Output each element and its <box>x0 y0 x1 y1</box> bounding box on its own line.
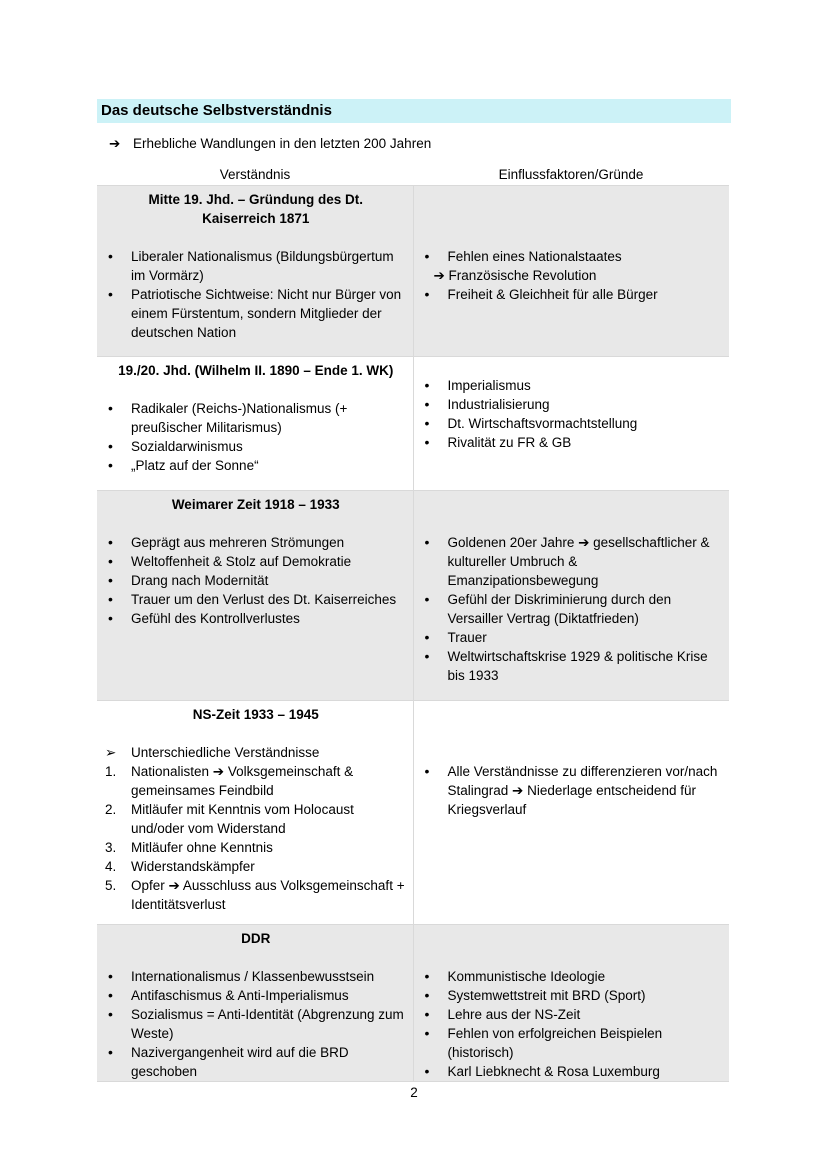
list-item: • Fehlen eines Nationalstaates <box>422 247 724 266</box>
bullet-list <box>105 247 407 342</box>
table-row <box>97 186 729 357</box>
list-item: 5. Opfer ➔ Ausschluss aus Volksgemeinschaft + Identitätsverlust <box>105 878 405 912</box>
list-item: • Antifaschismus & Anti-Imperialismus <box>105 986 407 1005</box>
cell-verstaendnis <box>97 701 413 925</box>
list-item: • Industrialisierung <box>422 395 724 414</box>
cell-gruende <box>413 357 729 491</box>
bullet-list <box>422 533 724 685</box>
column-header-gruende: Einflussfaktoren/Gründe <box>413 163 729 186</box>
cell-gruende <box>413 491 729 701</box>
bullet-list <box>422 762 724 819</box>
list-item: 2. Mitläufer mit Kenntnis vom Holocaust und/oder vom Widerstand <box>105 802 354 836</box>
intro-text: Erhebliche Wandlungen in den letzten 200 Jahren <box>133 136 432 151</box>
cell-verstaendnis <box>97 186 413 357</box>
list-item: • Trauer <box>422 628 724 647</box>
list-item: • Patriotische Sichtweise: Nicht nur Bürger von einem Fürstentum, sondern Mitglieder der deutschen Nation <box>105 285 407 342</box>
comparison-table <box>97 163 729 1082</box>
list-item: • Nazivergangenheit wird auf die BRD geschoben <box>105 1043 407 1081</box>
bullet-list <box>422 285 724 304</box>
list-item: • Lehre aus der NS-Zeit <box>422 1005 724 1024</box>
intro-line <box>109 136 431 152</box>
row-heading: Mitte 19. Jhd. – Gründung des Dt. Kaiserreich 1871 <box>148 192 364 226</box>
bullet-list <box>105 533 407 628</box>
bullet-list <box>422 376 724 452</box>
row-heading: DDR <box>241 931 271 946</box>
chevron-right-icon: ➢ <box>105 745 117 760</box>
table-row <box>97 925 729 1082</box>
cell-gruende <box>413 701 729 925</box>
list-item: • Alle Verständnisse zu differenzieren vor/nach Stalingrad ➔ Niederlage entscheidend für Kriegsverlauf <box>422 762 724 819</box>
list-item: • Drang nach Modernität <box>105 571 407 590</box>
bullet-list <box>422 247 724 266</box>
arrow-icon: ➔ <box>109 136 121 151</box>
list-item: • Systemwettstreit mit BRD (Sport) <box>422 986 724 1005</box>
list-item: • Karl Liebknecht & Rosa Luxemburg <box>422 1062 724 1081</box>
table-row <box>97 701 729 925</box>
list-item: • Gefühl des Kontrollverlustes <box>105 609 407 628</box>
cell-gruende <box>413 186 729 357</box>
list-item: • Fehlen von erfolgreichen Beispielen (historisch) <box>422 1024 724 1062</box>
table-row <box>97 357 729 491</box>
list-item: • Dt. Wirtschaftsvormachtstellung <box>422 414 724 433</box>
list-item: 4. Widerstandskämpfer <box>105 859 255 874</box>
list-item: • Liberaler Nationalismus (Bildungsbürgertum im Vormärz) <box>105 247 407 285</box>
table-row <box>97 491 729 701</box>
cell-verstaendnis <box>97 925 413 1082</box>
list-item: • Gefühl der Diskriminierung durch den Versailler Vertrag (Diktatfrieden) <box>422 590 724 628</box>
list-item: • Radikaler (Reichs-)Nationalismus (+ preußischer Militarismus) <box>105 399 407 437</box>
row-heading: Weimarer Zeit 1918 – 1933 <box>171 497 340 512</box>
list-item: • Freiheit & Gleichheit für alle Bürger <box>422 285 724 304</box>
list-item: • Sozialdarwinismus <box>105 437 407 456</box>
list-item: • Goldenen 20er Jahre ➔ gesellschaftlicher & kultureller Umbruch & Emanzipationsbewegung <box>422 533 724 590</box>
list-item: • Weltoffenheit & Stolz auf Demokratie <box>105 552 407 571</box>
list-item: • Imperialismus <box>422 376 724 395</box>
list-item: 3. Mitläufer ohne Kenntnis <box>105 840 273 855</box>
list-item: • Kommunistische Ideologie <box>422 967 724 986</box>
list-item: • Internationalismus / Klassenbewusstsein <box>105 967 407 986</box>
cell-gruende <box>413 925 729 1082</box>
row-heading: 19./20. Jhd. (Wilhelm II. 1890 – Ende 1. WK) <box>118 363 394 378</box>
list-item: • Sozialismus = Anti-Identität (Abgrenzung zum Weste) <box>105 1005 407 1043</box>
cell-verstaendnis <box>97 491 413 701</box>
column-header-verstaendnis: Verständnis <box>97 163 413 186</box>
table-header-row <box>97 163 729 186</box>
row-heading: NS-Zeit 1933 – 1945 <box>192 707 319 722</box>
list-item: • „Platz auf der Sonne“ <box>105 456 407 475</box>
bullet-list <box>105 967 407 1081</box>
list-item: 1. Nationalisten ➔ Volksgemeinschaft & gemeinsames Feindbild <box>105 764 354 798</box>
list-item: • Trauer um den Verlust des Dt. Kaiserreiches <box>105 590 407 609</box>
bullet-list <box>105 399 407 475</box>
page-number: 2 <box>410 1085 418 1100</box>
list-item: • Rivalität zu FR & GB <box>422 433 724 452</box>
section-title: Das deutsche Selbstverständnis <box>97 99 731 123</box>
list-item: • Weltwirtschaftskrise 1929 & politische Krise bis 1933 <box>422 647 724 685</box>
numbered-list <box>105 743 407 914</box>
bullet-list <box>422 967 724 1081</box>
sub-item: ➔ Französische Revolution <box>433 268 597 283</box>
list-item: ➢ Unterschiedliche Verständnisse <box>105 745 320 760</box>
cell-verstaendnis <box>97 357 413 491</box>
list-item: • Geprägt aus mehreren Strömungen <box>105 533 407 552</box>
